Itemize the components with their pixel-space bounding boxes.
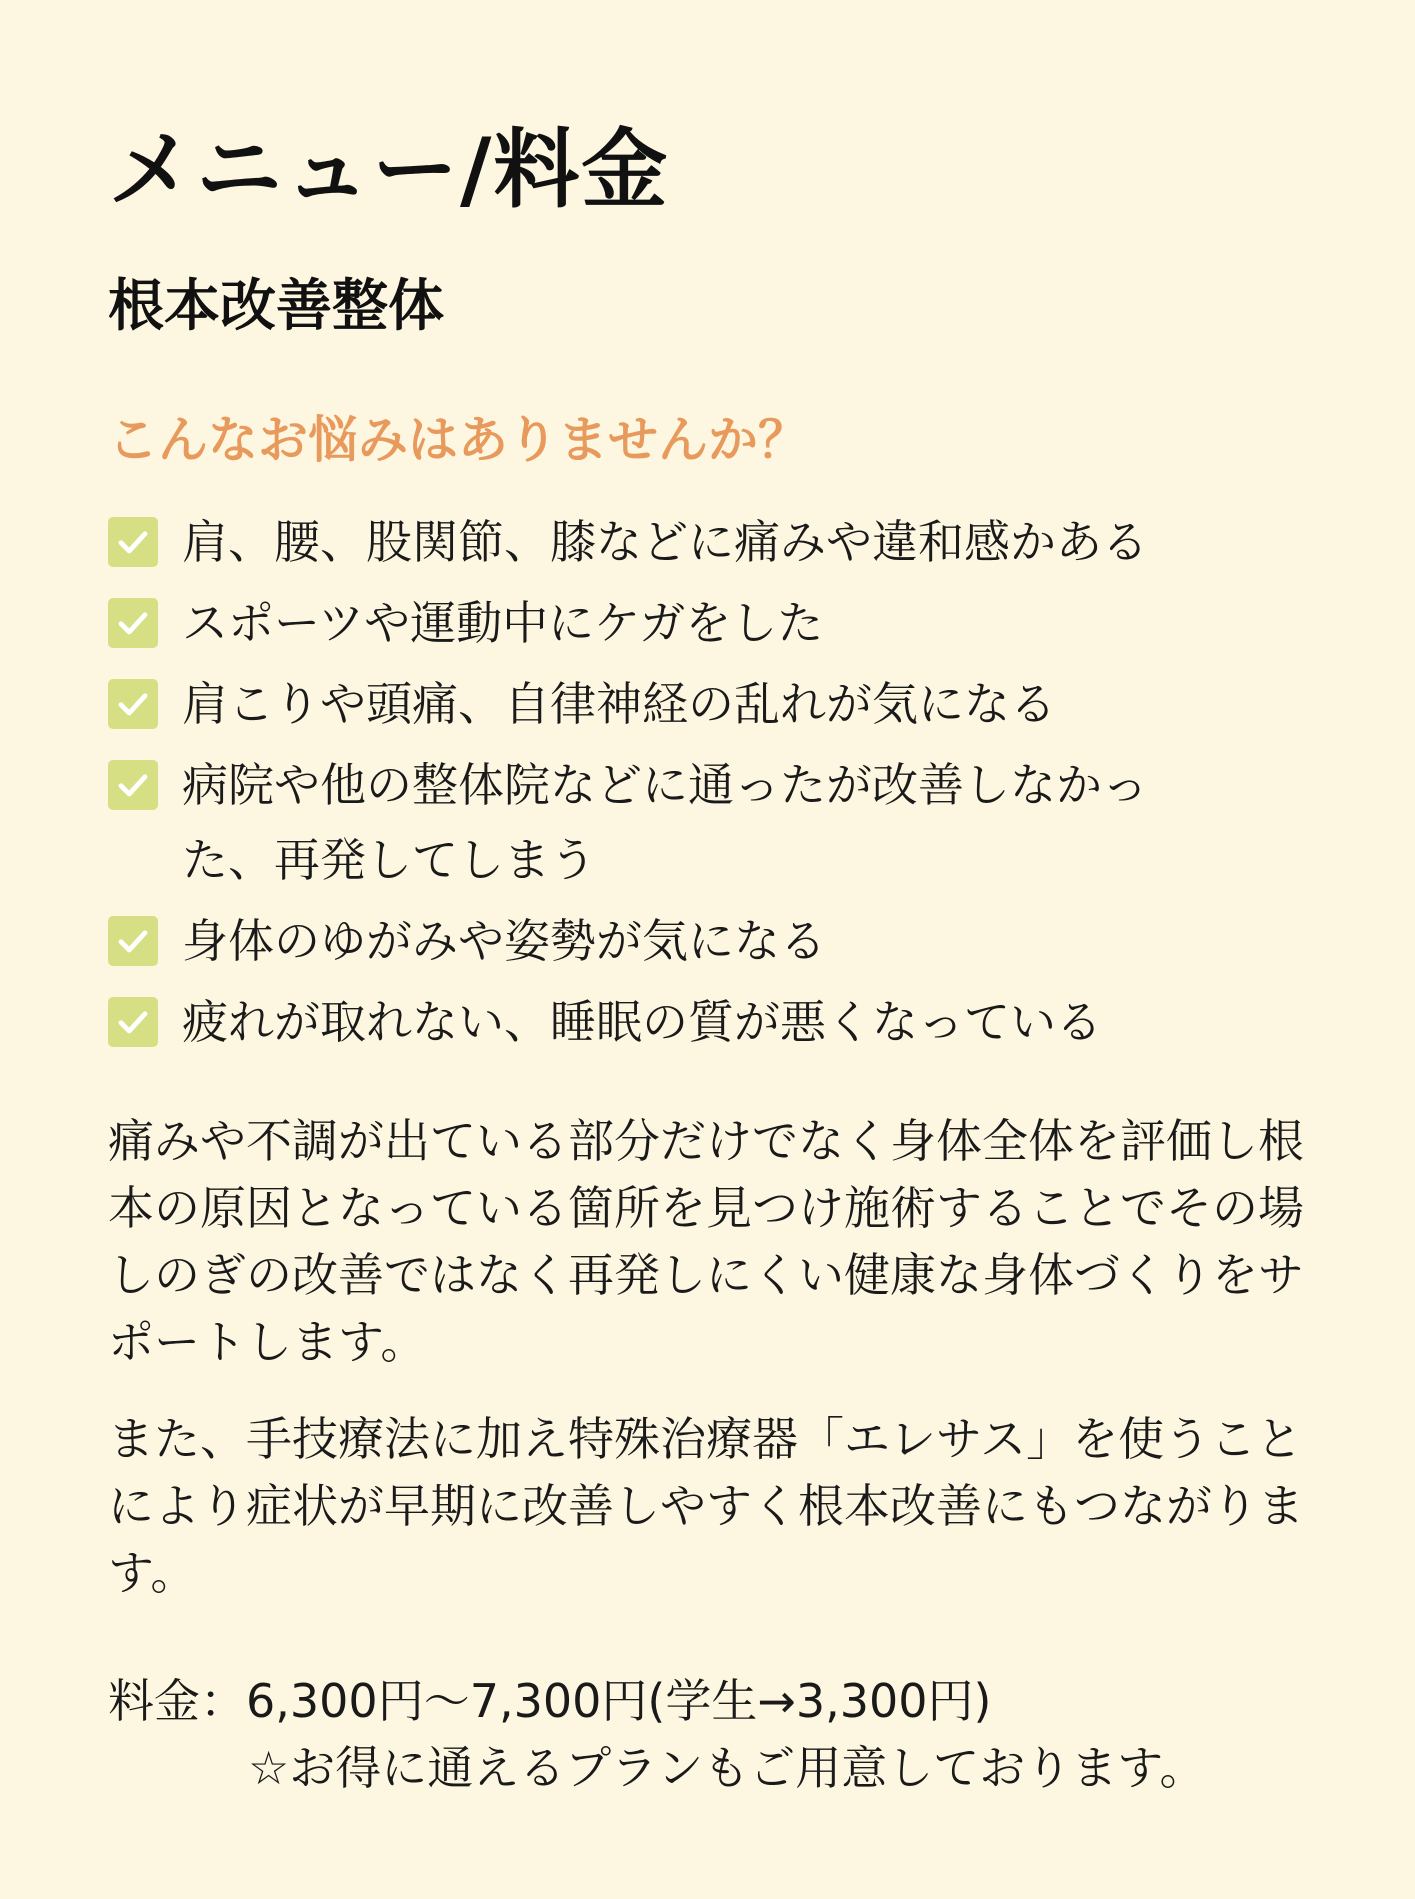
- concerns-question: こんなお悩みはありませんか？: [108, 411, 808, 469]
- checklist-item: [108, 586, 1338, 661]
- page-title: メニュー/料金: [108, 120, 670, 220]
- checkbox-checked-icon: [108, 679, 158, 729]
- checklist-item-text: 肩こりや頭痛、自律神経の乱れが気になる: [182, 677, 1056, 731]
- checklist-item: [108, 904, 1338, 979]
- checkbox-checked-icon: [108, 916, 158, 966]
- checkbox-checked-icon: [108, 760, 158, 810]
- checklist-item: [108, 985, 1338, 1060]
- section-title: 根本改善整体: [108, 274, 444, 339]
- checkbox-checked-icon: [108, 517, 158, 567]
- checkbox-checked-icon: [108, 598, 158, 648]
- checklist-item-text: 病院や他の整体院などに通ったが改善しなかった、再発してしまう: [182, 758, 1148, 887]
- checklist-item-text: 身体のゆがみや姿勢が気になる: [182, 914, 826, 968]
- checklist-item: [108, 748, 1338, 898]
- price-line: 料金：6,300円〜7,300円(学生→3,300円): [108, 1674, 992, 1728]
- checklist-item-text: 肩、腰、股関節、膝などに痛みや違和感かある: [182, 515, 1148, 569]
- price-plan-note: ☆お得に通えるプランもご用意しております。: [248, 1741, 1206, 1795]
- checklist-item: [108, 667, 1338, 742]
- checklist-item-text: スポーツや運動中にケガをした: [182, 596, 824, 650]
- treatment-device-paragraph: また、手技療法に加え特殊治療器「エレサス」を使うことにより症状が早期に改善しやすく根本改善にもつながります。: [108, 1412, 1304, 1600]
- checklist-item: [108, 505, 1338, 580]
- checkbox-checked-icon: [108, 997, 158, 1047]
- description-paragraph: 痛みや不調が出ている部分だけでなく身体全体を評価し根本の原因となっている箇所を見つけ施術することでその場しのぎの改善ではなく再発しにくい健康な身体づくりをサポートします。: [108, 1114, 1304, 1369]
- concerns-checklist: [108, 505, 1338, 1066]
- checklist-item-text: 疲れが取れない、睡眠の質が悪くなっている: [182, 995, 1102, 1049]
